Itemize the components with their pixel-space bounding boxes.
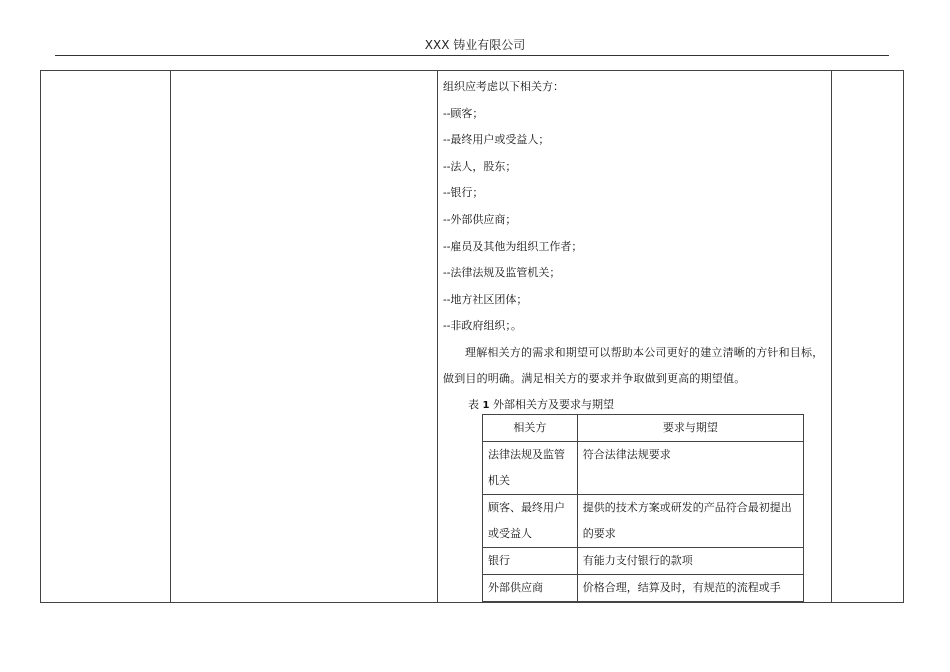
list-item: --外部供应商； — [443, 212, 517, 226]
content-column — [443, 74, 828, 418]
stakeholder-table — [482, 414, 804, 602]
table-header-cell: 要求与期望 — [577, 415, 803, 442]
header-rule — [55, 55, 889, 56]
list-item: --最终用户或受益人； — [443, 133, 550, 147]
body-paragraph: 理解相关方的需求和期望可以帮助本公司更好的建立清晰的方针和目标，做到目的明确。满足相关方的要求并争取做到更高的期望值。 — [443, 345, 824, 385]
table-caption-number: 1 — [482, 399, 490, 411]
column-divider-2 — [437, 70, 438, 603]
table-row — [483, 575, 804, 602]
list-item: --法律法规及监管机关； — [443, 266, 561, 280]
list-item: --雇员及其他为组织工作者； — [443, 239, 583, 253]
table-caption-prefix: 表 — [468, 397, 479, 411]
table-cell-stakeholder: 法律法规及监管机关 — [483, 442, 578, 495]
table-cell-stakeholder: 外部供应商 — [483, 575, 578, 602]
table-cell-expectation: 价格合理，结算及时，有规范的流程或手 — [577, 575, 803, 602]
page-header-title: XXX 铸业有限公司 — [424, 38, 526, 52]
table-cell-stakeholder: 银行 — [483, 548, 578, 575]
table-cell-expectation: 符合法律法规要求 — [577, 442, 803, 495]
table-row — [483, 548, 804, 575]
table-row — [483, 442, 804, 495]
intro-line: 组织应考虑以下相关方： — [443, 80, 564, 93]
table-caption-text: 外部相关方及要求与期望 — [492, 397, 614, 411]
list-item: --银行； — [443, 186, 484, 200]
column-divider-3 — [831, 70, 832, 603]
list-item: --法人，股东； — [443, 159, 517, 173]
list-item: --顾客； — [443, 106, 484, 120]
column-divider-1 — [170, 70, 171, 603]
list-item: --地方社区团体； — [443, 292, 528, 306]
table-cell-expectation: 有能力支付银行的款项 — [577, 548, 803, 575]
table-cell-expectation: 提供的技术方案或研发的产品符合最初提出的要求 — [577, 495, 803, 548]
table-row — [483, 495, 804, 548]
table-header-row — [483, 415, 804, 442]
table-cell-stakeholder: 顾客、最终用户或受益人 — [483, 495, 578, 548]
list-item: --非政府组织；。 — [443, 319, 522, 333]
table-header-cell: 相关方 — [483, 415, 578, 442]
